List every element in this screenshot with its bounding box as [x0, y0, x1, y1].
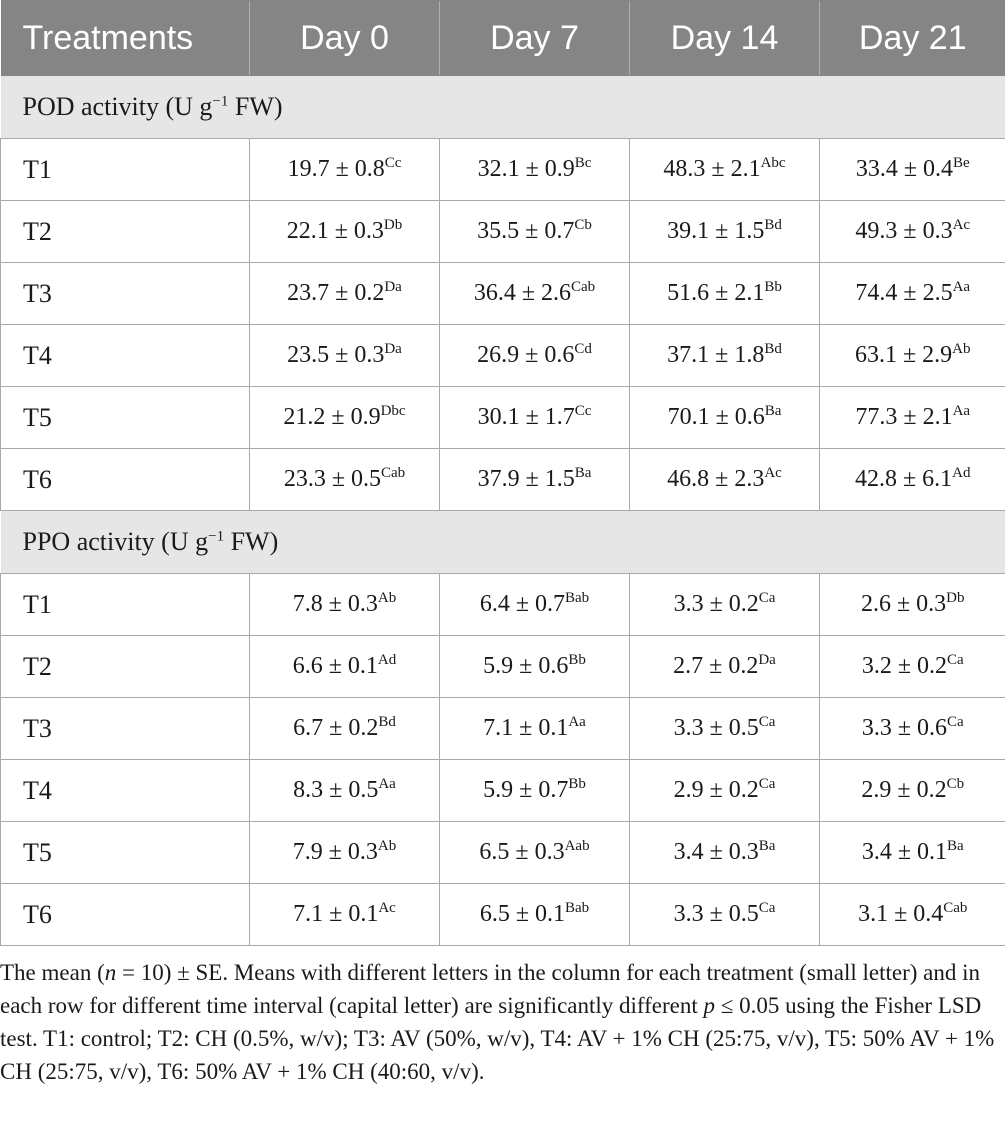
- treatment-label: T2: [1, 636, 250, 698]
- value-cell: $49.3 \pm 0.3^{Ac}$: [820, 201, 1005, 263]
- value-cell: $7.8 \pm 0.3^{Ab}$: [250, 574, 440, 636]
- value-cell: $6.6 \pm 0.1^{Ad}$: [250, 636, 440, 698]
- header-day-7: Day 7: [440, 1, 630, 76]
- value-cell: $7.1 \pm 0.1^{Aa}$: [440, 698, 630, 760]
- table-footnote: The mean (n = 10) ± SE. Means with different letters in the column for each treatment (small letter) and in each row for different time interval (capital letter) are significantly different p ≤ 0.05 using the Fisher LSD test. T1: control; T2: CH (0.5%, w/v); T3: AV (50%, w/v), T4: AV + 1% CH (25:75, v/v), T5: 50% AV + 1% CH (25:75, v/v), T6: 50% AV + 1% CH (40:60, v/v).: [0, 960, 995, 1084]
- value-cell: $46.8 \pm 2.3^{Ac}$: [630, 449, 820, 511]
- value-cell: $3.3 \pm 0.5^{Ca}$: [630, 698, 820, 760]
- value-cell: $2.9 \pm 0.2^{Cb}$: [820, 760, 1005, 822]
- value-cell: $3.3 \pm 0.5^{Ca}$: [630, 884, 820, 946]
- value-cell: $77.3 \pm 2.1^{Aa}$: [820, 387, 1005, 449]
- table-row: [1, 325, 1005, 387]
- table-row: [1, 698, 1005, 760]
- value-cell: $2.6 \pm 0.3^{Db}$: [820, 574, 1005, 636]
- table-row: [1, 822, 1005, 884]
- value-cell: $23.7 \pm 0.2^{Da}$: [250, 263, 440, 325]
- table-row: [1, 139, 1005, 201]
- value-cell: $5.9 \pm 0.7^{Bb}$: [440, 760, 630, 822]
- header-day-0: Day 0: [250, 1, 440, 76]
- value-cell: $6.4 \pm 0.7^{Bab}$: [440, 574, 630, 636]
- value-cell: $42.8 \pm 6.1^{Ad}$: [820, 449, 1005, 511]
- value-cell: $19.7 \pm 0.8^{Cc}$: [250, 139, 440, 201]
- value-cell: $3.4 \pm 0.1^{Ba}$: [820, 822, 1005, 884]
- value-cell: $5.9 \pm 0.6^{Bb}$: [440, 636, 630, 698]
- value-cell: $3.4 \pm 0.3^{Ba}$: [630, 822, 820, 884]
- section-label: PPO activity (U $g^{-1}$ FW): [1, 511, 1005, 574]
- value-cell: $2.7 \pm 0.2^{Da}$: [630, 636, 820, 698]
- value-cell: $8.3 \pm 0.5^{Aa}$: [250, 760, 440, 822]
- section-row: [1, 511, 1005, 574]
- header-day-14: Day 14: [630, 1, 820, 76]
- table-row: [1, 760, 1005, 822]
- section-label: POD activity (U $g^{-1}$ FW): [1, 76, 1005, 139]
- value-cell: $63.1 \pm 2.9^{Ab}$: [820, 325, 1005, 387]
- value-cell: $21.2 \pm 0.9^{Dbc}$: [250, 387, 440, 449]
- treatment-label: T4: [1, 325, 250, 387]
- value-cell: $51.6 \pm 2.1^{Bb}$: [630, 263, 820, 325]
- value-cell: $74.4 \pm 2.5^{Aa}$: [820, 263, 1005, 325]
- table-body: [1, 76, 1005, 946]
- table-row: [1, 449, 1005, 511]
- value-cell: $2.9 \pm 0.2^{Ca}$: [630, 760, 820, 822]
- treatment-label: T5: [1, 822, 250, 884]
- value-cell: $36.4 \pm 2.6^{Cab}$: [440, 263, 630, 325]
- table-row: [1, 884, 1005, 946]
- table-row: [1, 201, 1005, 263]
- treatment-label: T4: [1, 760, 250, 822]
- value-cell: $35.5 \pm 0.7^{Cb}$: [440, 201, 630, 263]
- header-day-21: Day 21: [820, 1, 1005, 76]
- table-row: [1, 263, 1005, 325]
- table-row: [1, 387, 1005, 449]
- value-cell: $70.1 \pm 0.6^{Ba}$: [630, 387, 820, 449]
- value-cell: $6.5 \pm 0.3^{Aab}$: [440, 822, 630, 884]
- value-cell: $26.9 \pm 0.6^{Cd}$: [440, 325, 630, 387]
- header-row: [1, 1, 1005, 76]
- treatment-label: T3: [1, 698, 250, 760]
- value-cell: $3.3 \pm 0.6^{Ca}$: [820, 698, 1005, 760]
- value-cell: $37.9 \pm 1.5^{Ba}$: [440, 449, 630, 511]
- value-cell: $33.4 \pm 0.4^{Be}$: [820, 139, 1005, 201]
- value-cell: $48.3 \pm 2.1^{Abc}$: [630, 139, 820, 201]
- header-treatments: Treatments: [1, 1, 250, 76]
- value-cell: $39.1 \pm 1.5^{Bd}$: [630, 201, 820, 263]
- treatment-label: T3: [1, 263, 250, 325]
- treatment-label: T1: [1, 139, 250, 201]
- value-cell: $37.1 \pm 1.8^{Bd}$: [630, 325, 820, 387]
- value-cell: $22.1 \pm 0.3^{Db}$: [250, 201, 440, 263]
- treatment-label: T1: [1, 574, 250, 636]
- table-row: [1, 636, 1005, 698]
- value-cell: $3.1 \pm 0.4^{Cab}$: [820, 884, 1005, 946]
- treatment-label: T2: [1, 201, 250, 263]
- value-cell: $3.2 \pm 0.2^{Ca}$: [820, 636, 1005, 698]
- value-cell: $3.3 \pm 0.2^{Ca}$: [630, 574, 820, 636]
- table-row: [1, 574, 1005, 636]
- value-cell: $32.1 \pm 0.9^{Bc}$: [440, 139, 630, 201]
- section-row: [1, 76, 1005, 139]
- treatment-label: T6: [1, 884, 250, 946]
- value-cell: $7.1 \pm 0.1^{Ac}$: [250, 884, 440, 946]
- value-cell: $6.5 \pm 0.1^{Bab}$: [440, 884, 630, 946]
- treatment-label: T6: [1, 449, 250, 511]
- value-cell: $7.9 \pm 0.3^{Ab}$: [250, 822, 440, 884]
- value-cell: $6.7 \pm 0.2^{Bd}$: [250, 698, 440, 760]
- treatment-label: T5: [1, 387, 250, 449]
- value-cell: $23.3 \pm 0.5^{Cab}$: [250, 449, 440, 511]
- value-cell: $23.5 \pm 0.3^{Da}$: [250, 325, 440, 387]
- value-cell: $30.1 \pm 1.7^{Cc}$: [440, 387, 630, 449]
